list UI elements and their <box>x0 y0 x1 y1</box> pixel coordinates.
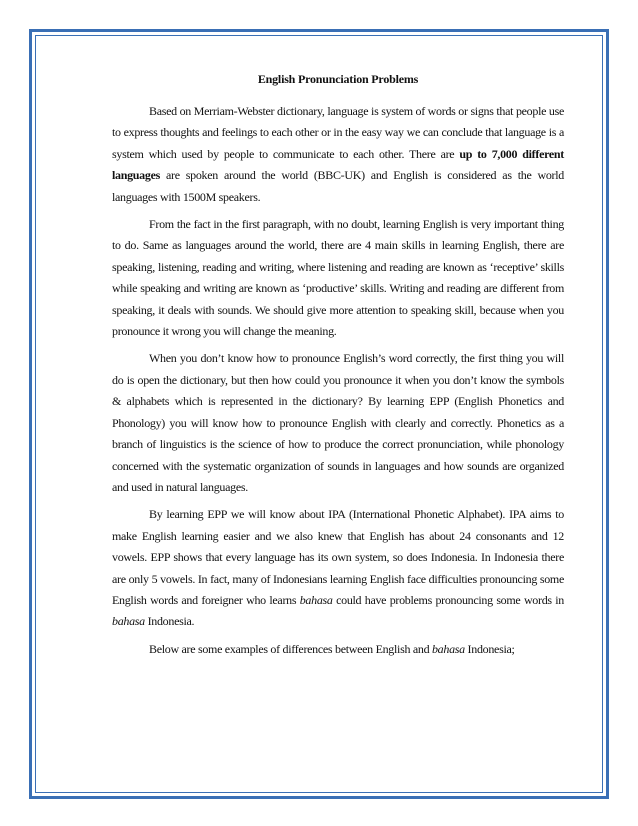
paragraph-2 <box>112 214 564 342</box>
paragraph-1-segment-2: up to 7,000 different languages <box>112 146 564 183</box>
paragraph-4-segment-2: bahasa <box>299 592 333 607</box>
paragraph-4-segment-3: could have problems pronouncing some words in <box>332 592 565 607</box>
document-title: English Pronunciation Problems <box>257 72 419 86</box>
paragraph-5 <box>112 639 564 660</box>
paragraph-4 <box>112 504 564 632</box>
paragraph-5-segment-2: bahasa <box>431 641 465 656</box>
paragraph-2-segment-1: From the fact in the first paragraph, with no doubt, learning English is very important thing to do. Same as languages around the world, there are 4 main skills in learning English, there are speaking, listening, reading and writing, where listening and reading are known as ‘receptive’ skills while speaking and writing are known as ‘productive’ skills. Writing and reading are different from speaking, it deals with sounds. We should give more attention to speaking skill, because when you pronounce it wrong you will change the meaning. <box>112 217 564 339</box>
paragraph-4-segment-5: Indonesia. <box>144 614 195 629</box>
paragraph-4-segment-1: By learning EPP we will know about IPA (International Phonetic Alphabet). IPA aims to make English learning easier and we also knew that English has about 24 consonants and 12 vowels. EPP shows that every language has its own system, so does Indonesia. In Indonesia there are only 5 vowels. In fact, many of Indonesians learning English face difficulties pronouncing some English words and foreigner who learns <box>112 507 564 607</box>
paragraph-5-segment-1: Below are some examples of differences between English and <box>149 641 432 656</box>
paragraph-4-segment-4: bahasa <box>112 614 145 629</box>
paragraph-3 <box>112 348 564 498</box>
paragraph-1 <box>112 101 564 208</box>
paragraph-5-segment-3: Indonesia; <box>464 641 515 656</box>
paragraph-1-segment-3: are spoken around the world (BBC-UK) and English is considered as the world languages with 1500M speakers. <box>112 168 564 204</box>
paragraph-1-segment-1: Based on Merriam-Webster dictionary, language is system of words or signs that people use to express thoughts and feelings to each other or in the easy way we can conclude that language is a system which used by people to communicate to each other. There are <box>112 104 564 161</box>
paragraph-3-segment-1: When you don’t know how to pronounce English’s word correctly, the first thing you will do is open the dictionary, but then how could you pronounce it when you don’t know the symbols & alphabets which is represented in the dictionary? By learning EPP (English Phonetics and Phonology) you will know how to pronounce English with clearly and correctly. Phonetics as a branch of linguistics is the science of how to produce the correct pronunciation, while phonology concerned with the systematic organization of sounds in languages and how sounds are organized and used in natural languages. <box>112 351 564 494</box>
document-body <box>112 72 564 666</box>
